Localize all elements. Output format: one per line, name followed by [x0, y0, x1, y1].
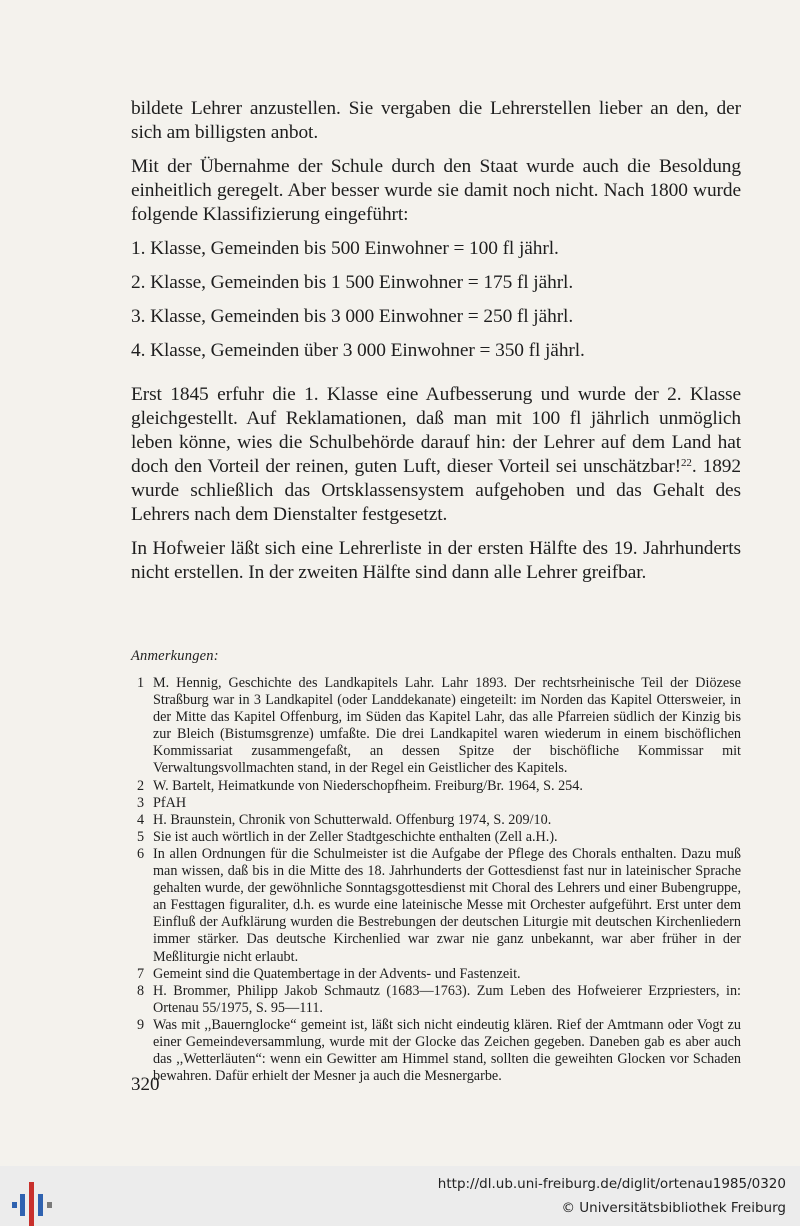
list-item: 1. Klasse, Gemeinden bis 500 Einwohner = 100 fl jährl.: [131, 238, 559, 259]
note-item: [131, 983, 741, 1017]
note-number: 7: [137, 965, 145, 982]
note-item: [131, 812, 741, 829]
source-url-link[interactable]: http://dl.ub.uni-freiburg.de/diglit/ortenau1985/0320: [437, 1176, 786, 1192]
paragraph-3-text-a: Erst 1845 erfuhr die 1. Klasse eine Aufbesserung und wurde der 2. Klasse gleichgestellt. Auf Reklamationen, daß man mit 100 fl jährlich unmöglich leben könne, wies die Schulbehörde darauf hin: der Lehrer auf dem Land hat doch den Vorteil der reinen, guten Luft, dieser Vorteil sei unschätzbar!: [131, 384, 741, 477]
list-item: 2. Klasse, Gemeinden bis 1 500 Einwohner = 175 fl jährl.: [131, 272, 574, 293]
note-text: W. Bartelt, Heimatkunde von Niederschopfheim. Freiburg/Br. 1964, S. 254.: [153, 777, 583, 794]
footnote-ref: 22: [681, 457, 692, 469]
logo-bar: [29, 1182, 34, 1226]
note-text: Sie ist auch wörtlich in der Zeller Stadtgeschichte enthalten (Zell a.H.).: [153, 828, 558, 845]
body-text: [131, 97, 741, 585]
note-number: 5: [137, 828, 145, 845]
note-text: PfAH: [153, 794, 187, 811]
note-item: [131, 795, 741, 812]
note-number: 2: [137, 777, 145, 794]
note-number: 9: [137, 1016, 145, 1033]
logo-bar: [12, 1202, 17, 1208]
page-number: 320: [131, 1074, 160, 1095]
note-number: 6: [137, 845, 145, 862]
paragraph-3-text-b: . 1892 wurde schließlich das Ortsklassensystem aufgehoben und das Gehalt des Lehrers nach dem Dienstalter festgesetzt.: [131, 456, 741, 525]
note-item: [131, 1017, 741, 1085]
note-number: 1: [137, 675, 145, 691]
paragraph-3: [131, 383, 741, 527]
note-number: 4: [137, 811, 145, 828]
note-item: [131, 846, 741, 966]
notes-heading: Anmerkungen:: [131, 648, 219, 664]
klasse-list: [131, 237, 741, 373]
list-item: 4. Klasse, Gemeinden über 3 000 Einwohner = 350 fl jährl.: [131, 340, 585, 361]
note-text: Gemeint sind die Quatembertage in der Advents- und Fastenzeit.: [153, 965, 521, 982]
logo-bar: [20, 1194, 25, 1216]
note-text: Was mit ,,Bauernglocke“ gemeint ist, läßt sich nicht eindeutig klären. Rief der Amtmann oder Vogt zu einer Gemeindeversammlung, wurde mit der Glocke das Zeichen gegeben. Daneben gab es aber auch das ,,Wetterläuten“: wenn ein Gewitter am Himmel stand, sollten die geweihten Glocken vor Schaden bewahren. Dafür erhielt der Mesner ja auch die Mesnergarbe.: [153, 1016, 741, 1085]
note-text: In allen Ordnungen für die Schulmeister ist die Aufgabe der Pflege des Chorals enthalten. Dazu muß man wissen, daß bis in die Mitte des 18. Jahrhunderts der Gottesdienst fast nur in lateinischer Sprache gehalten wurde, der gewöhnliche Sonntagsgottesdienst mit Choral des Lehrers und einer Bubengruppe, an Festtagen figuraliter, d.h. es wurde eine lateinische Messe mit Orchester aufgeführt. Erst unter dem Einfluß der Aufklärung wurden die Bestrebungen der deutschen Liturgie mit deutschen Kirchenliedern immer stärker. Das deutsche Kirchenlied war zwar nie ganz unbekannt, war aber früher in der Meßliturgie nicht erlaubt.: [153, 845, 741, 965]
notes-list: [131, 675, 741, 1085]
logo-bar: [38, 1194, 43, 1216]
note-item: [131, 829, 741, 846]
paragraph-2: Mit der Übernahme der Schule durch den Staat wurde auch die Besoldung einheitlich geregelt. Aber besser wurde sie damit noch nicht. Nach 1800 wurde folgende Klassifizierung eingeführt:: [131, 156, 741, 225]
note-text: M. Hennig, Geschichte des Landkapitels Lahr. Lahr 1893. Der rechtsrheinische Teil der Diözese Straßburg war in 3 Landkapitel (oder Landdekanate) eingeteilt: im Norden das Kapitel Ottersweier, in der Mitte das Kapitel Offenburg, im Süden das Kapitel Lahr, das alle Pfarreien südlich der Kinzig bis zur Bleich (Bistumsgrenze) umfaßte. Die drei Landkapitel waren wiederum in einem bischöflichen Kommissariat zusammengefaßt, an dessen Spitze der bischöfliche Kommissar mit Verwaltungsvollmachten stand, in der Regel ein Geistlicher des Kapitels.: [153, 675, 741, 777]
note-item: [131, 778, 741, 795]
logo-bar: [47, 1202, 52, 1208]
note-number: 3: [137, 794, 145, 811]
paragraph-1: bildete Lehrer anzustellen. Sie vergaben die Lehrerstellen lieber an den, der sich am billigsten anbot.: [131, 98, 741, 143]
paragraph-4: In Hofweier läßt sich eine Lehrerliste in der ersten Hälfte des 19. Jahrhunderts nicht erstellen. In der zweiten Hälfte sind dann alle Lehrer greifbar.: [131, 538, 741, 583]
note-item: [131, 966, 741, 983]
note-number: 8: [137, 982, 145, 999]
note-text: H. Brommer, Philipp Jakob Schmautz (1683—1763). Zum Leben des Hofweierer Erzpriesters, in: Ortenau 55/1975, S. 95—111.: [153, 982, 741, 1016]
copyright-text: © Universitätsbibliothek Freiburg: [561, 1200, 786, 1216]
list-item: 3. Klasse, Gemeinden bis 3 000 Einwohner = 250 fl jährl.: [131, 306, 574, 327]
footer-bar: [0, 1166, 800, 1226]
note-item: [131, 675, 741, 778]
note-text: H. Braunstein, Chronik von Schutterwald. Offenburg 1974, S. 209/10.: [153, 811, 552, 828]
university-library-logo-icon[interactable]: [12, 1182, 52, 1226]
